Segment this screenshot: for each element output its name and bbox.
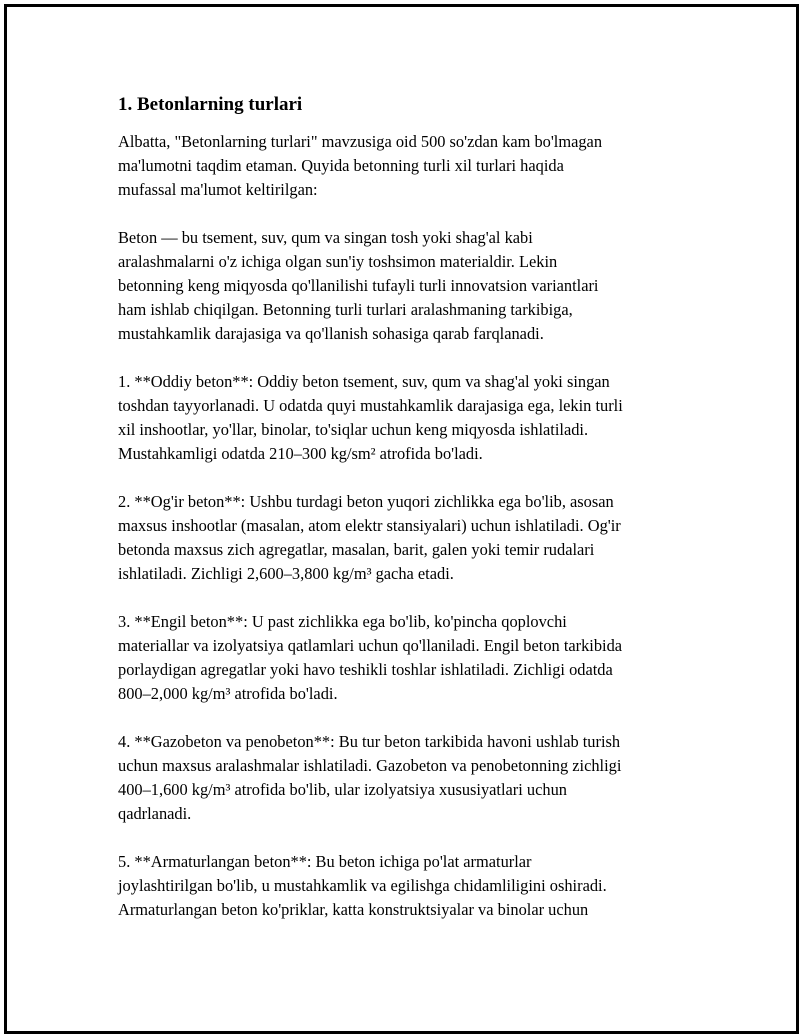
paragraph-definition — [118, 226, 698, 346]
text-line: Armaturlangan beton ko'priklar, katta konstruktsiyalar va binolar uchun — [118, 900, 589, 919]
paragraph-oddiy-beton — [118, 370, 698, 466]
text-line: betonning keng miqyosda qo'llanilishi tufayli turli innovatsion variantlari — [118, 276, 599, 295]
text-line: mufassal ma'lumot keltirilgan: — [118, 180, 318, 199]
text-line: Beton — bu tsement, suv, qum va singan tosh yoki shag'al kabi — [118, 228, 533, 247]
text-line: ma'lumotni taqdim etaman. Quyida betonning turli xil turlari haqida — [118, 156, 564, 175]
text-line: 4. **Gazobeton va penobeton**: Bu tur beton tarkibida havoni ushlab turish — [118, 732, 621, 751]
text-line: 400–1,600 kg/m³ atrofida bo'lib, ular izolyatsiya xususiyatlari uchun — [118, 780, 567, 799]
text-line: 2. **Og'ir beton**: Ushbu turdagi beton yuqori zichlikka ega bo'lib, asosan — [118, 492, 614, 511]
text-line: mustahkamlik darajasiga va qo'llanish sohasiga qarab farqlanadi. — [118, 324, 544, 343]
paragraph-ogir-beton — [118, 490, 698, 586]
paragraph-intro — [118, 130, 698, 202]
text-line: materiallar va izolyatsiya qatlamlari uchun qo'llaniladi. Engil beton tarkibida — [118, 636, 623, 655]
text-line: Mustahkamligi odatda 210–300 kg/sm² atrofida bo'ladi. — [118, 444, 483, 463]
section-heading: 1. Betonlarning turlari — [118, 94, 303, 115]
paragraph-armaturlangan-beton — [118, 850, 698, 922]
text-line: ham ishlab chiqilgan. Betonning turli turlari aralashmaning tarkibiga, — [118, 300, 573, 319]
text-line: aralashmalarni o'z ichiga olgan sun'iy toshsimon materialdir. Lekin — [118, 252, 558, 271]
text-line: betonda maxsus zich agregatlar, masalan, barit, galen yoki temir rudalari — [118, 540, 595, 559]
text-line: joylashtirilgan bo'lib, u mustahkamlik va egilishga chidamliligini oshiradi. — [118, 876, 607, 895]
text-line: xil inshootlar, yo'llar, binolar, to'siqlar uchun keng miqyosda ishlatiladi. — [118, 420, 589, 439]
paragraph-engil-beton — [118, 610, 698, 706]
text-line: Albatta, "Betonlarning turlari" mavzusiga oid 500 so'zdan kam bo'lmagan — [118, 132, 603, 151]
paragraph-gazobeton — [118, 730, 698, 826]
text-line: maxsus inshootlar (masalan, atom elektr stansiyalari) uchun ishlatiladi. Og'ir — [118, 516, 621, 535]
text-line: toshdan tayyorlanadi. U odatda quyi mustahkamlik darajasiga ega, lekin turli — [118, 396, 623, 415]
text-line: 3. **Engil beton**: U past zichlikka ega bo'lib, ko'pincha qoplovchi — [118, 612, 567, 631]
text-line: 800–2,000 kg/m³ atrofida bo'ladi. — [118, 684, 338, 703]
text-line: porlaydigan agregatlar yoki havo teshikli toshlar ishlatiladi. Zichligi odatda — [118, 660, 613, 679]
text-line: 5. **Armaturlangan beton**: Bu beton ichiga po'lat armaturlar — [118, 852, 532, 871]
text-line: ishlatiladi. Zichligi 2,600–3,800 kg/m³ gacha etadi. — [118, 564, 454, 583]
text-line: 1. **Oddiy beton**: Oddiy beton tsement, suv, qum va shag'al yoki singan — [118, 372, 610, 391]
document-body — [118, 92, 698, 946]
text-line: qadrlanadi. — [118, 804, 192, 823]
text-line: uchun maxsus aralashmalar ishlatiladi. Gazobeton va penobetonning zichligi — [118, 756, 622, 775]
